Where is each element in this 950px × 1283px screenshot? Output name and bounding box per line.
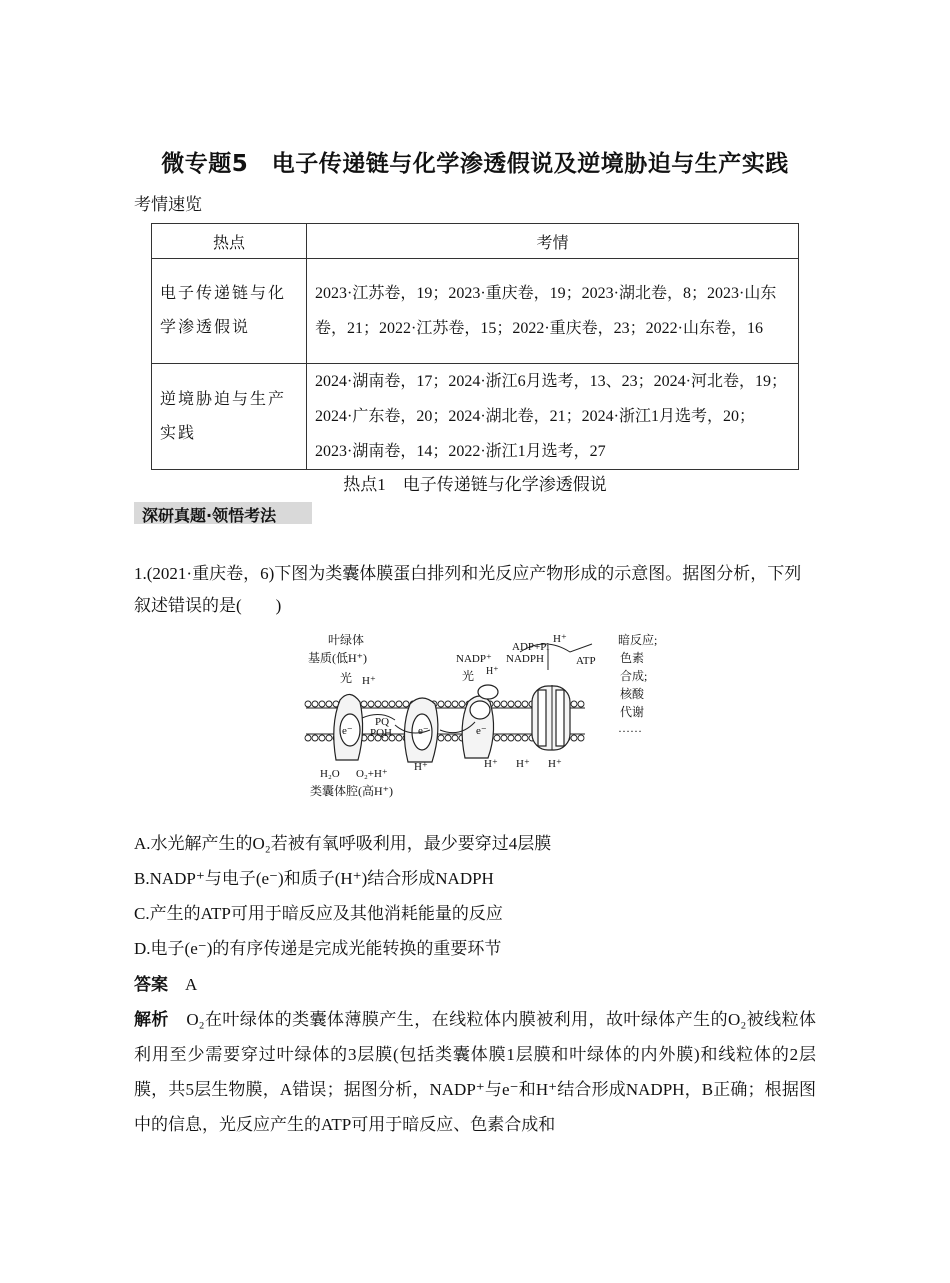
- table-cell-info: 2023·江苏卷，19；2023·重庆卷，19；2023·湖北卷，8；2023·山东卷，21；2022·江苏卷，15；2022·重庆卷，23；2022·山东卷，16: [307, 259, 799, 364]
- lipid-head: [515, 735, 521, 741]
- lipid-head: [571, 701, 577, 707]
- lipid-head: [438, 701, 444, 707]
- lipid-head: [312, 735, 318, 741]
- lipid-head: [508, 735, 514, 741]
- lipid-head: [578, 701, 584, 707]
- lipid-head: [571, 735, 577, 741]
- lipid-head: [305, 701, 311, 707]
- lumen-label: 类囊体腔(高H⁺): [310, 784, 393, 798]
- answer-line: [134, 970, 197, 995]
- use-label: 合成;: [620, 669, 648, 683]
- lipid-head: [326, 735, 332, 741]
- section-band: [134, 502, 312, 524]
- question-stem: 1.(2021·重庆卷，6)下图为类囊体膜蛋白排列和光反应产物形成的示意图。据图分析，下列叙述错误的是( ): [134, 564, 802, 615]
- electron-label: e⁻: [342, 725, 353, 737]
- pq-label: PQ: [375, 716, 390, 728]
- electron-label: e⁻: [418, 725, 429, 737]
- light-label: 光: [340, 671, 353, 685]
- light-label: 光: [462, 669, 475, 683]
- lipid-head: [508, 701, 514, 707]
- lipid-head: [389, 701, 395, 707]
- use-label: 核酸: [620, 687, 645, 701]
- analysis-label: 解析: [134, 1010, 169, 1029]
- h-plus-label: H⁺: [548, 758, 562, 770]
- h-plus-label: H⁺: [486, 666, 499, 677]
- pqh-label: PQH: [370, 727, 393, 739]
- atp-label: ATP: [576, 655, 596, 667]
- lipid-head: [361, 701, 367, 707]
- lipid-head: [459, 701, 465, 707]
- section-caption: 热点1 电子传递链与化学渗透假说: [343, 475, 607, 494]
- adp-pi-label: ADP+Pi: [512, 641, 550, 653]
- nadp-label: NADP⁺: [456, 653, 492, 665]
- table-header-topic: 热点: [152, 224, 307, 259]
- analysis-paragraph: [134, 1002, 816, 1142]
- lipid-head: [452, 701, 458, 707]
- lipid-head: [445, 735, 451, 741]
- lipid-head: [403, 701, 409, 707]
- lipid-head: [319, 735, 325, 741]
- lipid-head: [494, 701, 500, 707]
- lipid-head: [501, 701, 507, 707]
- table-cell-topic: 电子传递链与化学渗透假说: [152, 259, 307, 364]
- stroma-label-line1: 叶绿体: [328, 633, 365, 647]
- lipid-head: [438, 735, 444, 741]
- lipid-head: [522, 701, 528, 707]
- water-label: H₂O: [320, 768, 340, 780]
- lipid-head: [578, 735, 584, 741]
- lipid-head: [452, 735, 458, 741]
- answer-value: A: [185, 975, 198, 994]
- use-label: 暗反应;: [618, 633, 658, 647]
- analysis-text: O₂在叶绿体的类囊体薄膜产生，在线粒体内膜被利用，故叶绿体产生的O₂被线粒体利用至少需要穿过叶绿体的3层膜(包括类囊体膜1层膜和叶绿体的内外膜)和线粒体的2层膜，共5层生物膜，A错误；据图分析，NADP⁺与e⁻和H⁺结合形成NADPH，B正确；根据图中的信息，光反应产生的ATP可用于暗反应、色素合成和: [134, 1010, 817, 1134]
- lipid-head: [375, 701, 381, 707]
- use-label: ……: [618, 721, 642, 735]
- option-b: B.NADP⁺与电子(e⁻)和质子(H⁺)结合形成NADPH: [134, 869, 494, 888]
- lipid-head: [522, 735, 528, 741]
- lipid-head: [494, 735, 500, 741]
- table-cell-info: 2024·湖南卷，17；2024·浙江6月选考，13、23；2024·河北卷，19；2024·广东卷，20；2024·湖北卷，21；2024·浙江1月选考，20；2023·湖南卷，14；2022·浙江1月选考，27: [307, 364, 799, 470]
- lipid-head: [445, 701, 451, 707]
- option-c: C.产生的ATP可用于暗反应及其他消耗能量的反应: [134, 904, 503, 923]
- table-header-info: 考情: [307, 224, 799, 259]
- lipid-head: [396, 701, 402, 707]
- lipid-head: [368, 701, 374, 707]
- hotspot-table: [151, 223, 799, 470]
- stroma-label-line2: 基质(低H⁺): [308, 651, 367, 665]
- lipid-head: [501, 735, 507, 741]
- option-a: A.水光解产生的O₂若被有氧呼吸利用，最少要穿过4层膜: [134, 834, 552, 853]
- lipid-head: [515, 701, 521, 707]
- electron-label: e⁻: [476, 725, 487, 737]
- option-d: D.电子(e⁻)的有序传递是完成光能转换的重要环节: [134, 939, 502, 958]
- lipid-head: [319, 701, 325, 707]
- use-label: 代谢: [620, 705, 645, 719]
- h-plus-label: H⁺: [414, 761, 428, 773]
- lipid-head: [382, 701, 388, 707]
- overview-label: 考情速览: [134, 195, 202, 214]
- table-row: [152, 259, 799, 364]
- nadph-label: NADPH: [506, 653, 544, 665]
- table-row: [152, 364, 799, 470]
- h-plus-label: H⁺: [484, 758, 498, 770]
- h-plus-label: H⁺: [362, 675, 376, 687]
- answer-label: 答案: [134, 975, 168, 994]
- h-plus-label: H⁺: [516, 758, 530, 770]
- lipid-head: [305, 735, 311, 741]
- thylakoid-membrane-figure: [300, 630, 670, 805]
- h-plus-label: H⁺: [553, 633, 567, 645]
- lipid-head: [396, 735, 402, 741]
- page-title: 微专题5 电子传递链与化学渗透假说及逆境胁迫与生产实践: [161, 151, 789, 177]
- lipid-head: [326, 701, 332, 707]
- use-label: 色素: [620, 651, 645, 665]
- section-band-label: 深研真题·领悟考法: [142, 506, 277, 525]
- oxygen-label: O₂+H⁺: [356, 768, 388, 780]
- lipid-head: [312, 701, 318, 707]
- table-header-row: [152, 224, 799, 259]
- table-cell-topic: 逆境胁迫与生产实践: [152, 364, 307, 470]
